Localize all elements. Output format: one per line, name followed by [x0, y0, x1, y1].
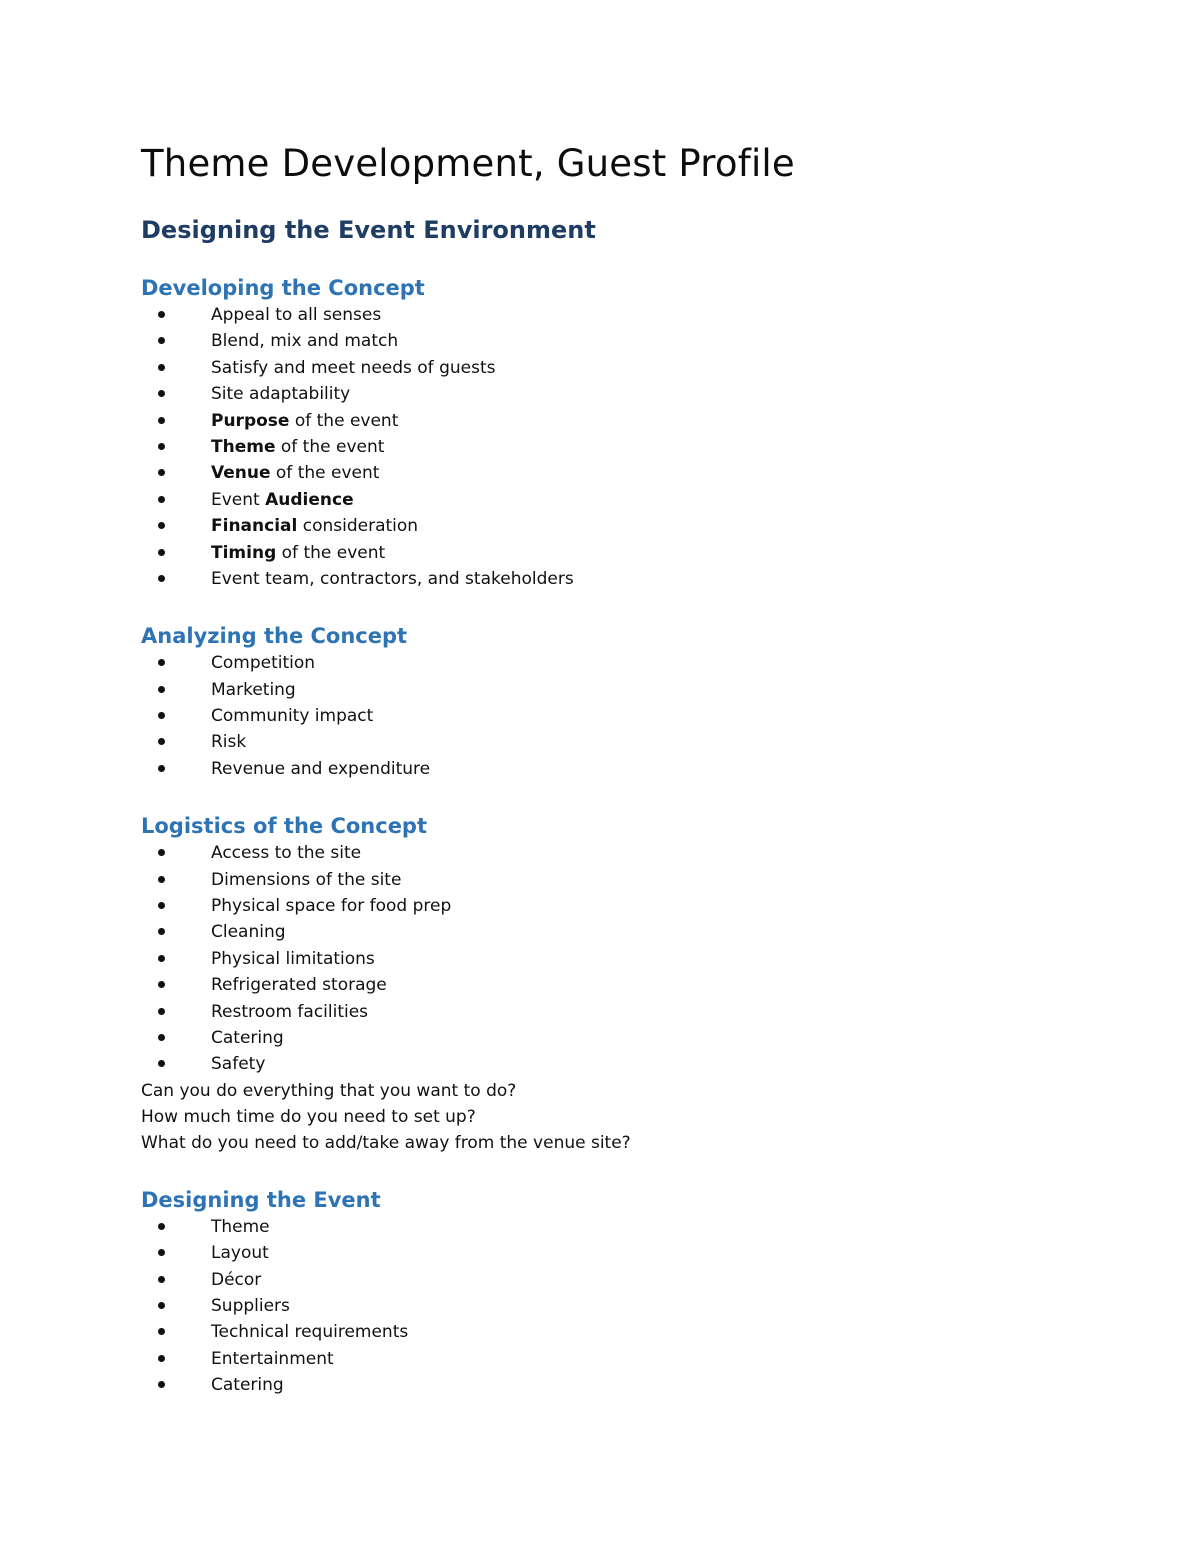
bullet-icon: [158, 549, 165, 556]
list-item-bold: Financial: [211, 516, 298, 537]
list-item: [141, 893, 1101, 919]
bullet-list: [141, 650, 1101, 782]
bullet-icon: [158, 575, 165, 582]
list-item-text: Refrigerated storage: [211, 975, 387, 996]
bullet-icon: [158, 1008, 165, 1015]
list-item-bold: Venue: [211, 463, 271, 484]
bullet-icon: [158, 1328, 165, 1335]
bullet-icon: [158, 849, 165, 856]
list-item: [141, 703, 1101, 729]
list-item: [141, 460, 1101, 486]
bullet-icon: [158, 1223, 165, 1230]
list-item-text: of the event: [270, 463, 380, 484]
bullet-icon: [158, 765, 165, 772]
list-item-text: Revenue and expenditure: [211, 758, 431, 779]
list-item-text: Blend, mix and match: [211, 331, 399, 352]
bullet-icon: [158, 955, 165, 962]
bullet-icon: [158, 981, 165, 988]
question-line: What do you need to add/take away from the venue site?: [141, 1132, 631, 1153]
bullet-icon: [158, 1034, 165, 1041]
list-item: [141, 677, 1101, 703]
section: [141, 812, 1101, 1156]
list-item-text: of the event: [275, 436, 385, 457]
bullet-icon: [158, 311, 165, 318]
document-title: Theme Development, Guest Profile: [141, 142, 795, 185]
bullet-icon: [158, 686, 165, 693]
list-item: [141, 729, 1101, 755]
section-heading: Analyzing the Concept: [141, 624, 408, 649]
list-item-text: of the event: [276, 542, 386, 563]
list-item: [141, 756, 1101, 782]
list-item-text: of the event: [289, 410, 399, 431]
bullet-icon: [158, 738, 165, 745]
bullet-icon: [158, 1060, 165, 1067]
document-page: [141, 140, 1101, 1399]
list-item-text: Catering: [211, 1375, 284, 1396]
bullet-icon: [158, 469, 165, 476]
bullet-icon: [158, 1355, 165, 1362]
list-item-text: Site adaptability: [211, 384, 351, 405]
list-item-text: Cleaning: [211, 922, 286, 943]
bullet-icon: [158, 876, 165, 883]
list-item-text: Décor: [211, 1269, 262, 1290]
list-item-text: Entertainment: [211, 1348, 334, 1369]
list-item-text: Event team, contractors, and stakeholders: [211, 568, 574, 589]
list-item-bold: Audience: [265, 489, 354, 510]
list-item: [141, 1346, 1101, 1372]
list-item-text: Safety: [211, 1054, 266, 1075]
list-item-text: Risk: [211, 732, 247, 753]
list-item: [141, 1025, 1101, 1051]
bullet-icon: [158, 928, 165, 935]
bullet-icon: [158, 417, 165, 424]
list-item-text: Physical space for food prep: [211, 896, 452, 917]
section: [141, 622, 1101, 782]
list-item: [141, 1293, 1101, 1319]
list-item: [141, 328, 1101, 354]
list-item: [141, 1267, 1101, 1293]
list-item-text: Physical limitations: [211, 948, 375, 969]
bullet-icon: [158, 1249, 165, 1256]
bullet-icon: [158, 659, 165, 666]
list-item-text: Theme: [211, 1216, 270, 1237]
list-item-bold: Timing: [211, 542, 277, 563]
list-item-text: Dimensions of the site: [211, 869, 402, 890]
list-item: [141, 1051, 1101, 1077]
list-item: [141, 972, 1101, 998]
list-item: [141, 408, 1101, 434]
bullet-icon: [158, 522, 165, 529]
bullet-icon: [158, 1381, 165, 1388]
list-item-text: Event: [211, 489, 266, 510]
list-item: [141, 1319, 1101, 1345]
bullet-icon: [158, 712, 165, 719]
bullet-icon: [158, 496, 165, 503]
list-item-bold: Purpose: [211, 410, 290, 431]
bullet-icon: [158, 337, 165, 344]
list-item-text: Marketing: [211, 679, 296, 700]
list-item: [141, 355, 1101, 381]
list-item: [141, 840, 1101, 866]
list-item: [141, 1240, 1101, 1266]
bullet-icon: [158, 1302, 165, 1309]
list-item-text: Layout: [211, 1243, 269, 1264]
bullet-list: [141, 302, 1101, 592]
list-item: [141, 999, 1101, 1025]
list-item-text: Satisfy and meet needs of guests: [211, 357, 496, 378]
section-heading: Logistics of the Concept: [141, 814, 428, 839]
document-subtitle: Designing the Event Environment: [141, 216, 596, 244]
section-heading: Designing the Event: [141, 1187, 381, 1212]
list-item-text: Restroom facilities: [211, 1001, 369, 1022]
list-item: [141, 650, 1101, 676]
question-line: Can you do everything that you want to do?: [141, 1080, 517, 1101]
list-item-bold: Theme: [211, 436, 276, 457]
list-item-text: Technical requirements: [211, 1322, 409, 1343]
section-heading: Developing the Concept: [141, 276, 425, 300]
list-item: [141, 381, 1101, 407]
list-item-text: Competition: [211, 653, 316, 674]
bullet-list: [141, 840, 1101, 1078]
list-item: [141, 513, 1101, 539]
bullet-icon: [158, 390, 165, 397]
list-item-text: Catering: [211, 1027, 284, 1048]
list-item: [141, 1372, 1101, 1398]
bullet-icon: [158, 902, 165, 909]
list-item: [141, 919, 1101, 945]
list-item: [141, 946, 1101, 972]
bullet-icon: [158, 1276, 165, 1283]
list-item: [141, 1214, 1101, 1240]
section: [141, 274, 1101, 592]
sections-container: [141, 274, 1101, 1399]
question-line: How much time do you need to set up?: [141, 1106, 476, 1127]
list-item-text: Access to the site: [211, 843, 362, 864]
bullet-icon: [158, 443, 165, 450]
bullet-list: [141, 1214, 1101, 1399]
list-item-text: Suppliers: [211, 1295, 290, 1316]
list-item-text: consideration: [297, 516, 419, 537]
list-item: [141, 566, 1101, 592]
list-item-text: Community impact: [211, 706, 374, 727]
list-item: [141, 487, 1101, 513]
section: [141, 1186, 1101, 1399]
list-item: [141, 540, 1101, 566]
bullet-icon: [158, 364, 165, 371]
list-item: [141, 434, 1101, 460]
list-item-text: Appeal to all senses: [211, 305, 382, 325]
list-item: [141, 867, 1101, 893]
list-item: [141, 302, 1101, 328]
